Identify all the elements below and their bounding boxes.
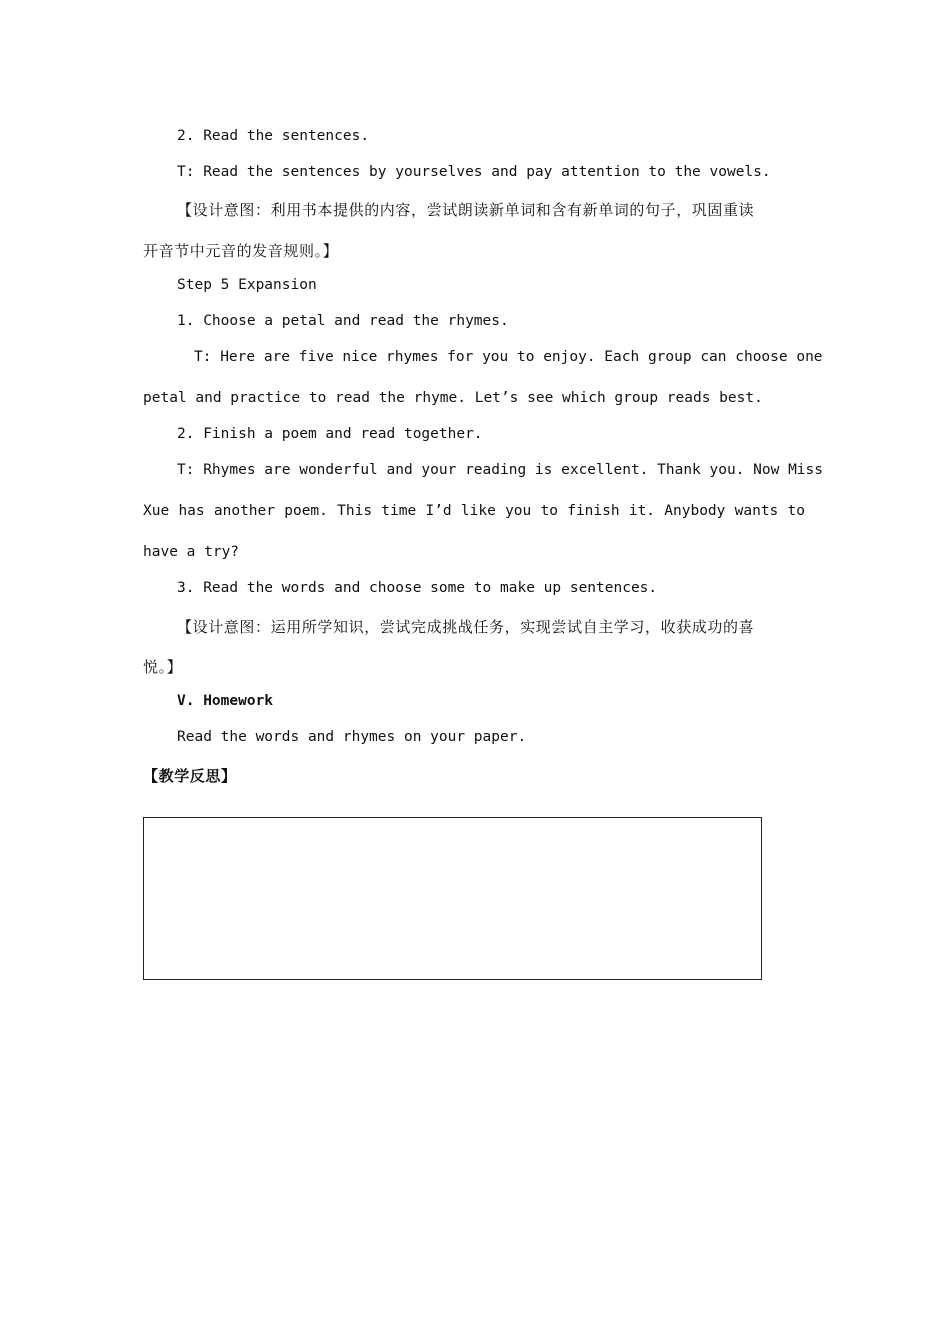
homework-text: Read the words and rhymes on your paper. — [177, 729, 527, 745]
step-make-sentences: 3. Read the words and choose some to make up sentences. — [177, 580, 658, 596]
teacher-rhymes-line2: petal and practice to read the rhyme. Let’s see which group reads best. — [143, 390, 763, 406]
design-intent-1-line2: 开音节中元音的发音规则。】 — [143, 242, 339, 260]
reflection-box — [143, 817, 762, 980]
teacher-poem-line3: have a try? — [143, 544, 240, 560]
teacher-poem-line2: Xue has another poem. This time I’d like you to finish it. Anybody wants to — [143, 503, 805, 519]
teacher-poem-line1: T: Rhymes are wonderful and your reading is excellent. Thank you. Now Miss — [177, 462, 824, 478]
step-read-sentences: 2. Read the sentences. — [177, 128, 370, 144]
teaching-reflection-heading: 【教学反思】 — [143, 767, 237, 785]
homework-heading: V. Homework — [177, 693, 274, 709]
design-intent-2-line1: 【设计意图：运用所学知识，尝试完成挑战任务，实现尝试自主学习，收获成功的喜 — [177, 618, 755, 636]
teacher-rhymes-line1: T: Here are five nice rhymes for you to enjoy. Each group can choose one — [194, 349, 823, 365]
step-finish-poem: 2. Finish a poem and read together. — [177, 426, 483, 442]
step-5-heading: Step 5 Expansion — [177, 277, 317, 293]
teacher-instruction-vowels: T: Read the sentences by yourselves and pay attention to the vowels. — [177, 164, 771, 180]
step-choose-petal: 1. Choose a petal and read the rhymes. — [177, 313, 509, 329]
design-intent-1-line1: 【设计意图：利用书本提供的内容，尝试朗读新单词和含有新单词的句子，巩固重读 — [177, 201, 755, 219]
design-intent-2-line2: 悦。】 — [143, 658, 183, 676]
